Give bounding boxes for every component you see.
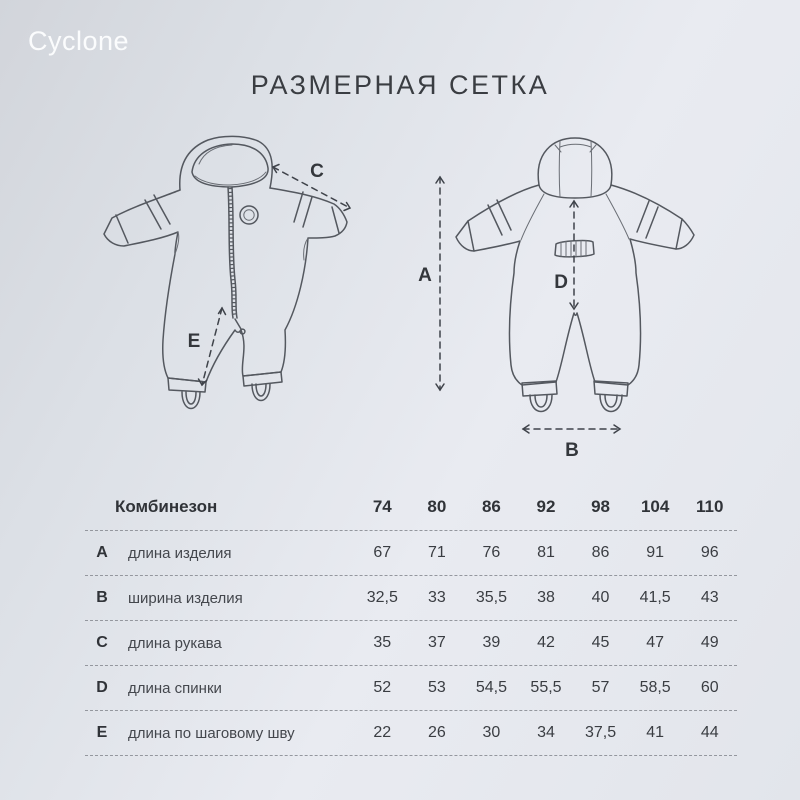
row-value: 67: [373, 544, 392, 561]
row-value: 35: [373, 634, 392, 651]
size-column-header: 110: [695, 497, 724, 516]
row-value: 42: [537, 634, 555, 651]
front-chest-logo: [240, 206, 258, 224]
back-hood: [538, 138, 612, 198]
dimension-arrow-e: [188, 308, 226, 385]
size-table: [85, 484, 737, 756]
row-value: 34: [537, 724, 555, 741]
dimension-arrow-a: [418, 177, 444, 390]
row-letter: B: [96, 589, 108, 606]
row-value: 39: [482, 634, 501, 651]
table-row: [85, 711, 737, 756]
row-value: 45: [591, 634, 610, 651]
row-value: 96: [700, 544, 719, 561]
row-value: 41: [646, 724, 665, 741]
dimension-label-c: C: [310, 161, 324, 182]
table-row: [85, 621, 737, 666]
table-row: [85, 666, 737, 711]
row-letter: A: [96, 544, 108, 561]
size-column-header: 104: [640, 497, 670, 516]
row-value: 81: [537, 544, 555, 561]
row-value: 91: [646, 544, 665, 561]
row-value: 49: [700, 634, 719, 651]
row-value: 35,5: [475, 589, 507, 606]
row-label: ширина изделия: [128, 589, 243, 607]
brand-logo: Cyclone: [28, 26, 130, 56]
size-column-header: 98: [591, 497, 611, 516]
row-value: 54,5: [475, 679, 507, 696]
row-label: длина изделия: [128, 544, 232, 562]
dimension-label-e: E: [187, 331, 201, 352]
row-value: 52: [373, 679, 392, 696]
row-value: 22: [373, 724, 392, 741]
row-value: 47: [646, 634, 665, 651]
row-label: длина рукава: [128, 634, 222, 652]
size-column-header: 74: [372, 497, 392, 516]
row-value: 38: [537, 589, 555, 606]
table-header-row: [85, 484, 737, 531]
size-column-header: 80: [427, 497, 447, 516]
row-letter: C: [96, 634, 108, 651]
row-value: 76: [482, 544, 501, 561]
dimension-arrow-c: [273, 161, 350, 211]
row-value: 55,5: [530, 679, 562, 696]
row-value: 43: [700, 589, 719, 606]
page-title: РАЗМЕРНАЯ СЕТКА: [250, 70, 550, 100]
row-value: 57: [591, 679, 610, 696]
dimension-label-a: A: [418, 265, 432, 286]
row-value: 71: [427, 544, 446, 561]
table-row: [85, 576, 737, 621]
row-label: длина спинки: [128, 679, 222, 697]
back-body-outline: [456, 185, 694, 412]
size-column-header: 86: [481, 497, 501, 516]
row-value: 32,5: [366, 589, 398, 606]
row-value: 33: [427, 589, 446, 606]
row-label: длина по шаговому шву: [128, 724, 295, 742]
row-value: 58,5: [639, 679, 671, 696]
row-value: 86: [591, 544, 610, 561]
row-value: 30: [482, 724, 501, 741]
row-value: 44: [700, 724, 719, 741]
table-body: [85, 531, 737, 756]
row-letter: E: [96, 724, 108, 741]
dimension-label-b: B: [565, 440, 579, 461]
row-value: 37,5: [584, 724, 617, 741]
jumpsuit-front-drawing: [82, 130, 358, 432]
size-column-header: 92: [536, 497, 556, 516]
row-value: 60: [700, 679, 719, 696]
jumpsuit-back-drawing: [408, 125, 738, 475]
row-value: 26: [427, 724, 446, 741]
row-value: 53: [427, 679, 446, 696]
row-value: 40: [591, 589, 610, 606]
dimension-label-d: D: [554, 272, 568, 293]
row-value: 41,5: [639, 589, 671, 606]
row-letter: D: [96, 679, 108, 696]
table-row: [85, 531, 737, 576]
table-title: Комбинезон: [115, 497, 218, 516]
row-value: 37: [427, 634, 446, 651]
dimension-arrow-b: [523, 425, 620, 461]
